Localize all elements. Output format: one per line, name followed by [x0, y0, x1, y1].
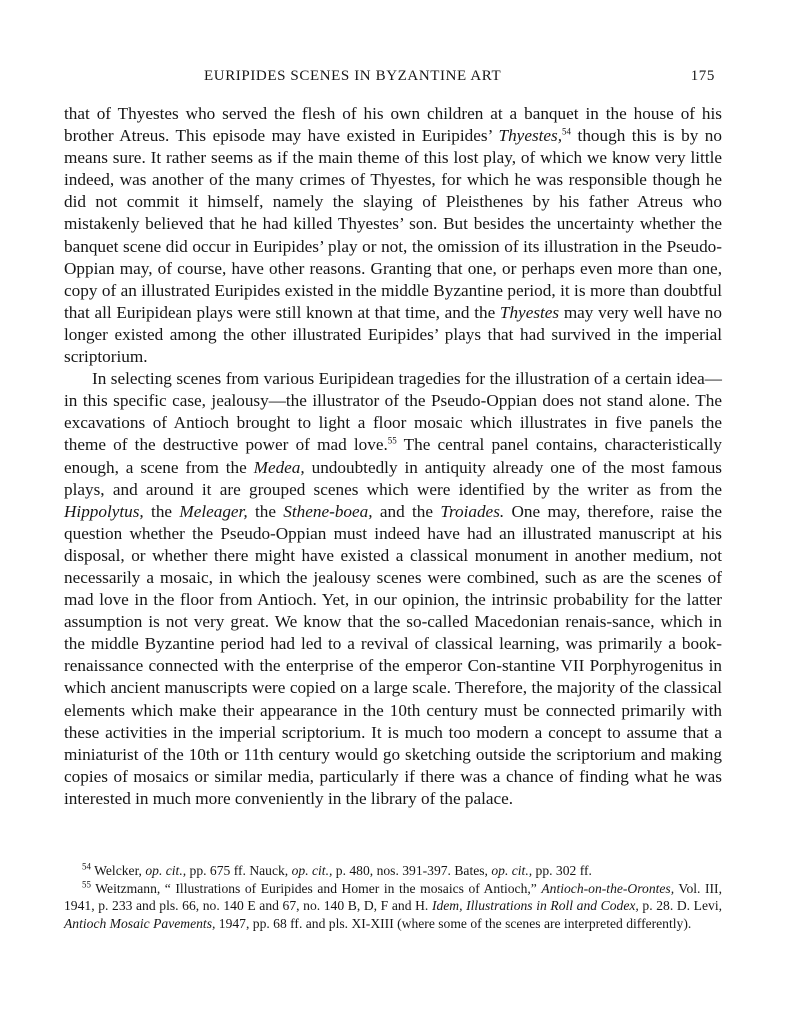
paragraph-1: that of Thyestes who served the flesh of his own children at a banquet in the house of his brother Atreus. This episode may have existed in Euripides’ Thyestes,$^{54}$ though this is by no means sure. It rather seems as if the main theme of this lost play, of which we know very little indeed, was another of the many crimes of Thyestes, for which he was responsible though he did not commit it himself, namely the slaying of Pleisthenes by his father Atreus who mistakenly believed that he had killed Thyestes’ son. But besides the uncertainty whether the banquet scene did occur in Euripides’ play or not, the omission of its illustration in the Pseudo-Oppian may, of course, have other reasons. Granting that one, or perhaps even more than one, copy of an illustrated Euripides existed in the middle Byzantine period, it is more than doubtful that all Euripidean plays were still known at that time, and the Thyestes may very well have no longer existed among the other illustrated Euripides’ plays that had survived in the imperial scriptorium.	[64, 104, 722, 367]
play-title: Medea,	[253, 457, 305, 477]
play-title: Hippolytus,	[64, 501, 144, 521]
play-title: Meleager,	[179, 501, 248, 521]
main-text	[64, 103, 722, 810]
footnote-ref-55: 55	[387, 435, 397, 446]
play-title: Thyestes,	[498, 126, 563, 146]
play-title: Sthene-boea,	[283, 501, 373, 521]
play-title: Thyestes	[499, 302, 560, 322]
paragraph-2: In selecting scenes from various Euripidean tragedies for the illustration of a certain idea—in this specific case, jealousy—the illustrator of the Pseudo-Oppian does not stand alone. The excavations of Antioch brought to light a floor mosaic which illustrates in five panels the theme of the destructive power of mad love.$^{55}$ The central panel contains, characteristically enough, a scene from the Medea, undoubtedly in antiquity already one of the most famous plays, and around it are grouped scenes which were identified by the writer as from the Hippolytus, the Meleager, the Sthene-boea, and the Troiades. One may, therefore, raise the question whether the Pseudo-Oppian must indeed have had an illustrated manuscript at his disposal, or whether there might have existed a classical monument in another medium, not necessarily a mosaic, in which the jealousy scenes were combined, such as are the scenes of mad love in the floor from Antioch. Yet, in our opinion, the intrinsic probability for the latter assumption is not very great. We know that the so-called Macedonian renais-sance, which in the middle Byzantine period had led to a revival of classical learning, was primarily a book-renaissance connected with the enterprise of the emperor Con-stantine VII Porphyrogenitus in which ancient manuscripts were copied on a large scale. Therefore, the majority of the classical elements which make their appearance in the 10th century must be connected primarily with these activities in the imperial scriptorium. It is much too modern a concept to assume that a miniaturist of the 10th or 11th century would go sketching outside the scriptorium and making copies of mosaics or similar media, particularly if there was a chance of finding what he was interested in much more conveniently in the library of the palace.	[64, 369, 722, 808]
play-title: Troiades.	[440, 501, 505, 521]
footnote-54: $^{54}$ Welcker, op. cit., pp. 675 ff. Nauck, op. cit., p. 480, nos. 391-397. Bates, op. cit., pp. 302 ff.	[82, 861, 592, 878]
running-title: EURIPIDES SCENES IN BYZANTINE ART	[204, 68, 502, 84]
footnote-ref-54: 54	[562, 126, 572, 137]
page-number: 175	[690, 68, 715, 84]
footnote-55: $^{55}$ Weitzmann, “ Illustrations of Euripides and Homer in the mosaics of Antioch,” Antioch-on-the-Orontes, Vol. III, 1941, p. 233 and pls. 66, no. 140 E and 67, no. 140 B, D, F and H. Idem, Illustrations in Roll and Codex, p. 28. D. Levi, Antioch Mosaic Pavements, 1947, pp. 68 ff. and pls. XI-XIII (where some of the scenes are interpreted differently).	[64, 878, 722, 931]
footnotes	[64, 862, 722, 932]
